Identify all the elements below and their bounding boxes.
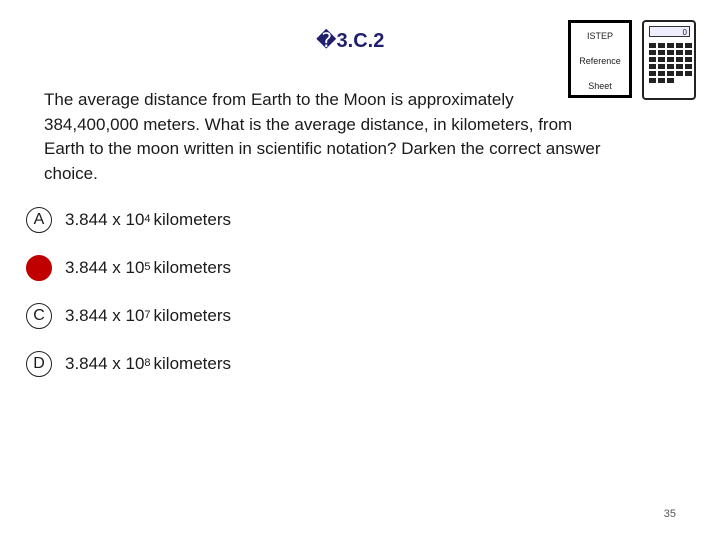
calc-key	[667, 78, 674, 83]
calc-key	[685, 64, 692, 69]
page-number: 35	[663, 508, 676, 520]
calc-key	[649, 78, 656, 83]
calculator-keypad	[649, 43, 693, 83]
standard-code: 3.C.2	[336, 30, 385, 52]
answer-choice-c[interactable]	[26, 302, 231, 330]
calc-key	[658, 50, 665, 55]
answer-bubble-c[interactable]: C	[26, 303, 52, 329]
answer-choice-b[interactable]	[26, 254, 231, 282]
question-text: The average distance from Earth to the Moon is approximately 384,400,000 meters. What is the average distance, in kilometers, from Earth to the moon written in scientific notation? Darken the correct answer choice.	[44, 90, 601, 183]
choice-d-unit: kilometers	[153, 354, 231, 373]
reference-line-1: ISTEP	[586, 31, 613, 41]
calc-key	[676, 57, 683, 62]
answer-choice-d[interactable]	[26, 350, 231, 378]
calc-key	[685, 50, 692, 55]
choice-c-exponent: 7	[144, 309, 151, 321]
choice-a-unit: kilometers	[153, 210, 231, 229]
calc-key	[685, 57, 692, 62]
calc-key	[649, 64, 656, 69]
reference-sheet-button[interactable]	[568, 20, 632, 98]
calc-key	[667, 57, 674, 62]
calc-key	[649, 71, 656, 76]
reference-line-3: Sheet	[588, 81, 612, 91]
calc-key	[658, 57, 665, 62]
calc-key	[676, 64, 683, 69]
calc-key	[676, 50, 683, 55]
calc-key	[667, 64, 674, 69]
answer-bubble-a[interactable]: A	[26, 207, 52, 233]
calculator-screen: 0	[649, 26, 690, 37]
choice-b-unit: kilometers	[153, 258, 231, 277]
choice-a-base: 3.844 x 10	[65, 210, 145, 229]
calc-key	[667, 50, 674, 55]
calc-key	[649, 57, 656, 62]
calc-key	[667, 43, 674, 48]
choice-b-base: 3.844 x 10	[65, 258, 145, 277]
answer-choice-a[interactable]	[26, 206, 231, 234]
calc-key	[685, 43, 692, 48]
calc-key	[658, 43, 665, 48]
reference-line-2: Reference	[579, 56, 621, 66]
choice-d-exponent: 8	[144, 357, 151, 369]
calc-key	[676, 71, 683, 76]
calc-key	[658, 78, 665, 83]
calc-key	[676, 43, 683, 48]
calc-key	[667, 71, 674, 76]
choice-d-base: 3.844 x 10	[65, 354, 145, 373]
choice-c-base: 3.844 x 10	[65, 306, 145, 325]
page-title	[316, 28, 384, 53]
answer-bubble-b-selected[interactable]	[26, 255, 52, 281]
calc-key	[649, 50, 656, 55]
unknown-glyph-icon: �	[316, 28, 337, 52]
calc-key-blank	[676, 78, 683, 83]
calc-key-blank	[685, 78, 692, 83]
calculator-icon[interactable]	[642, 20, 696, 100]
choice-c-unit: kilometers	[153, 306, 231, 325]
calc-key	[658, 71, 665, 76]
calc-key	[658, 64, 665, 69]
answer-bubble-d[interactable]: D	[26, 351, 52, 377]
choice-a-exponent: 4	[144, 213, 151, 225]
calc-key	[649, 43, 656, 48]
choice-b-exponent: 5	[144, 261, 151, 273]
calc-key	[685, 71, 692, 76]
